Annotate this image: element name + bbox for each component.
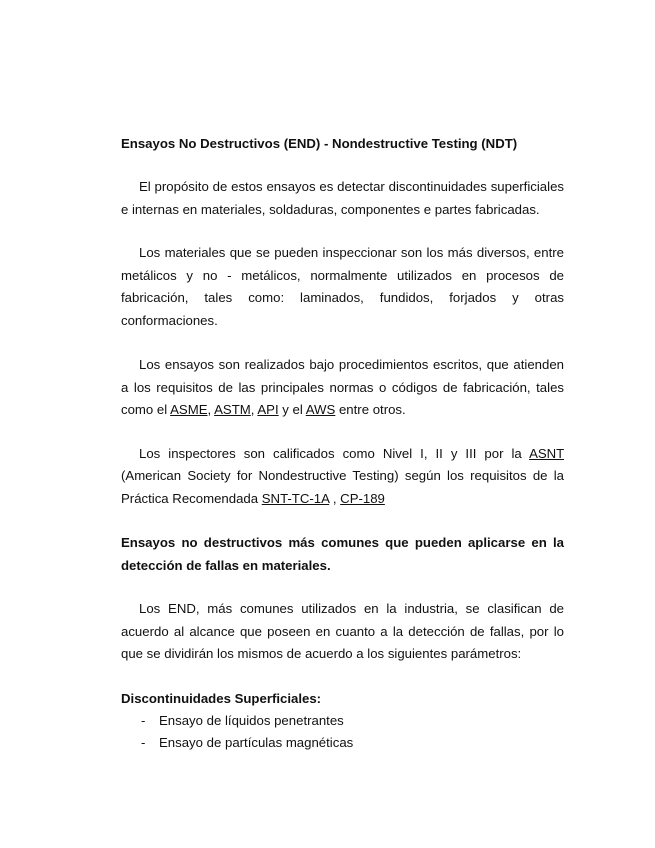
procedures-text: Los ensayos son realizados bajo procedimientos escritos, que atienden a los requisitos de las principales normas o códigos de fabricación, tales como el	[121, 357, 564, 417]
asnt-link[interactable]: ASNT	[529, 445, 564, 461]
procedures-text-mid: y el	[278, 402, 306, 417]
paragraph-procedures	[121, 354, 564, 422]
separator: ,	[329, 490, 341, 506]
section-heading: Ensayos no destructivos más comunes que pueden aplicarse en la detección de fallas en materiales.	[121, 535, 564, 573]
inspectors-text: Los inspectores son calificados como Nivel I, II y III por la	[139, 445, 530, 461]
paragraph-purpose: El propósito de estos ensayos es detectar discontinuidades superficiales e internas en materiales, soldaduras, componentes e partes fabricadas.	[121, 179, 564, 217]
asme-link[interactable]: ASME	[170, 402, 208, 417]
document-page	[121, 132, 564, 754]
list-item	[121, 732, 564, 754]
document-title: Ensayos No Destructivos (END) - Nondestructive Testing (NDT)	[121, 136, 518, 151]
astm-link[interactable]: ASTM	[214, 402, 251, 417]
paragraph-inspectors	[121, 443, 564, 511]
list-item-text: Ensayo de partículas magnéticas	[159, 734, 354, 750]
surface-tests-list	[121, 710, 564, 754]
paragraph-materials: Los materiales que se pueden inspeccionar son los más diversos, entre metálicos y no - metálicos, normalmente utilizados en procesos de fabricación, tales como: laminados, fundidos, forjados y otras conformaciones.	[121, 245, 564, 328]
paragraph-classification: Los END, más comunes utilizados en la industria, se clasifican de acuerdo al alcance que poseen en cuanto a la detección de fallas, por lo que se dividirán los mismos de acuerdo a los siguientes parámetros:	[121, 601, 564, 661]
dash-bullet: -	[141, 734, 146, 750]
inspectors-text-mid: (American Society for Nondestructive Testing) según los requisitos de la Práctica Recomendada	[121, 468, 564, 506]
dash-bullet: -	[141, 712, 146, 728]
snt-tc-1a-link[interactable]: SNT-TC-1A	[261, 490, 330, 506]
separator: ,	[207, 402, 215, 417]
list-item	[121, 710, 564, 732]
api-link[interactable]: API	[257, 402, 279, 417]
separator: ,	[250, 402, 258, 417]
cp-189-link[interactable]: CP-189	[340, 490, 385, 506]
list-item-text: Ensayo de líquidos penetrantes	[159, 712, 344, 728]
subheading-surface: Discontinuidades Superficiales:	[121, 690, 322, 706]
aws-link[interactable]: AWS	[305, 402, 336, 417]
procedures-text-end: entre otros.	[335, 402, 406, 417]
